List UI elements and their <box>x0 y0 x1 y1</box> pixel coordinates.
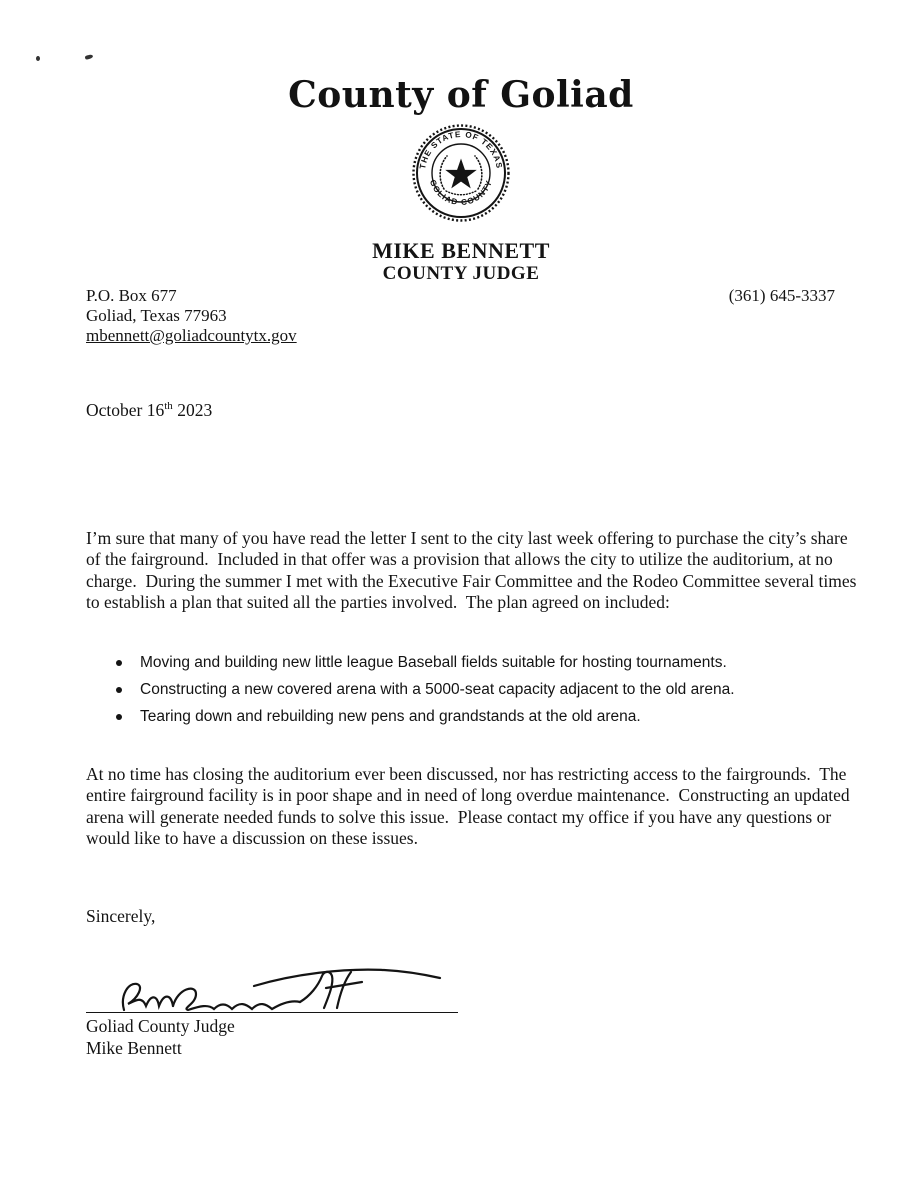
list-item-text: Tearing down and rebuilding new pens and grandstands at the old arena. <box>140 708 641 725</box>
seal-bottom-text: GOLIAD COUNTY <box>427 178 495 208</box>
contact-block <box>86 286 297 346</box>
phone-number: (361) 645-3337 <box>728 286 835 305</box>
list-item <box>140 680 840 700</box>
letterhead-title: County of Goliad <box>288 74 634 116</box>
signature-line <box>86 1012 458 1013</box>
scan-artifact <box>85 54 94 60</box>
address-line-2: Goliad, Texas 77963 <box>86 306 227 325</box>
date-prefix: October 16 <box>86 400 165 420</box>
body-paragraph-1: I’m sure that many of you have read the letter I sent to the city last week offering to purchase the city’s share of the fairground. Included in that offer was a provision that allows the city to utilize the auditorium, at no charge. During the summer I met with the Executive Fair Committee and the Rodeo Committee several times to establish a plan that suited all the parties involved. The plan agreed on included: <box>86 528 861 612</box>
seal-star-icon <box>447 160 476 187</box>
body-paragraph-2: At no time has closing the auditorium ever been discussed, nor has restricting access to the fairgrounds. The entire fairground facility is in poor shape and in need of long overdue maintenance. Constructing an updated arena will generate needed funds to solve this issue. Please contact my office if you have any questions or would like to have a discussion on these issues. <box>86 764 854 848</box>
scan-artifact <box>36 56 40 61</box>
bullet-icon <box>116 714 122 720</box>
closing-salutation: Sincerely, <box>86 906 156 926</box>
list-item-text: Moving and building new little league Baseball fields suitable for hosting tournaments. <box>140 654 727 671</box>
list-item <box>140 653 840 673</box>
official-name: MIKE BENNETT <box>372 238 550 263</box>
date-ordinal: th <box>164 400 173 413</box>
address-line-1: P.O. Box 677 <box>86 286 177 305</box>
bullet-icon <box>116 660 122 666</box>
county-seal <box>0 123 922 223</box>
official-role: COUNTY JUDGE <box>382 263 540 284</box>
seal-top-text: THE STATE OF TEXAS <box>418 129 504 170</box>
letter-date <box>86 400 212 421</box>
signer-name: Mike Bennett <box>86 1038 182 1058</box>
plan-bullet-list <box>140 653 840 734</box>
texas-seal-icon <box>411 123 511 223</box>
signer-title: Goliad County Judge <box>86 1016 235 1036</box>
date-suffix: 2023 <box>172 400 213 420</box>
svg-text:GOLIAD COUNTY <box>428 178 494 207</box>
list-item-text: Constructing a new covered arena with a 5000-seat capacity adjacent to the old arena. <box>140 681 735 698</box>
email-address: mbennett@goliadcountytx.gov <box>86 326 297 345</box>
list-item <box>140 707 840 727</box>
bullet-icon <box>116 687 122 693</box>
